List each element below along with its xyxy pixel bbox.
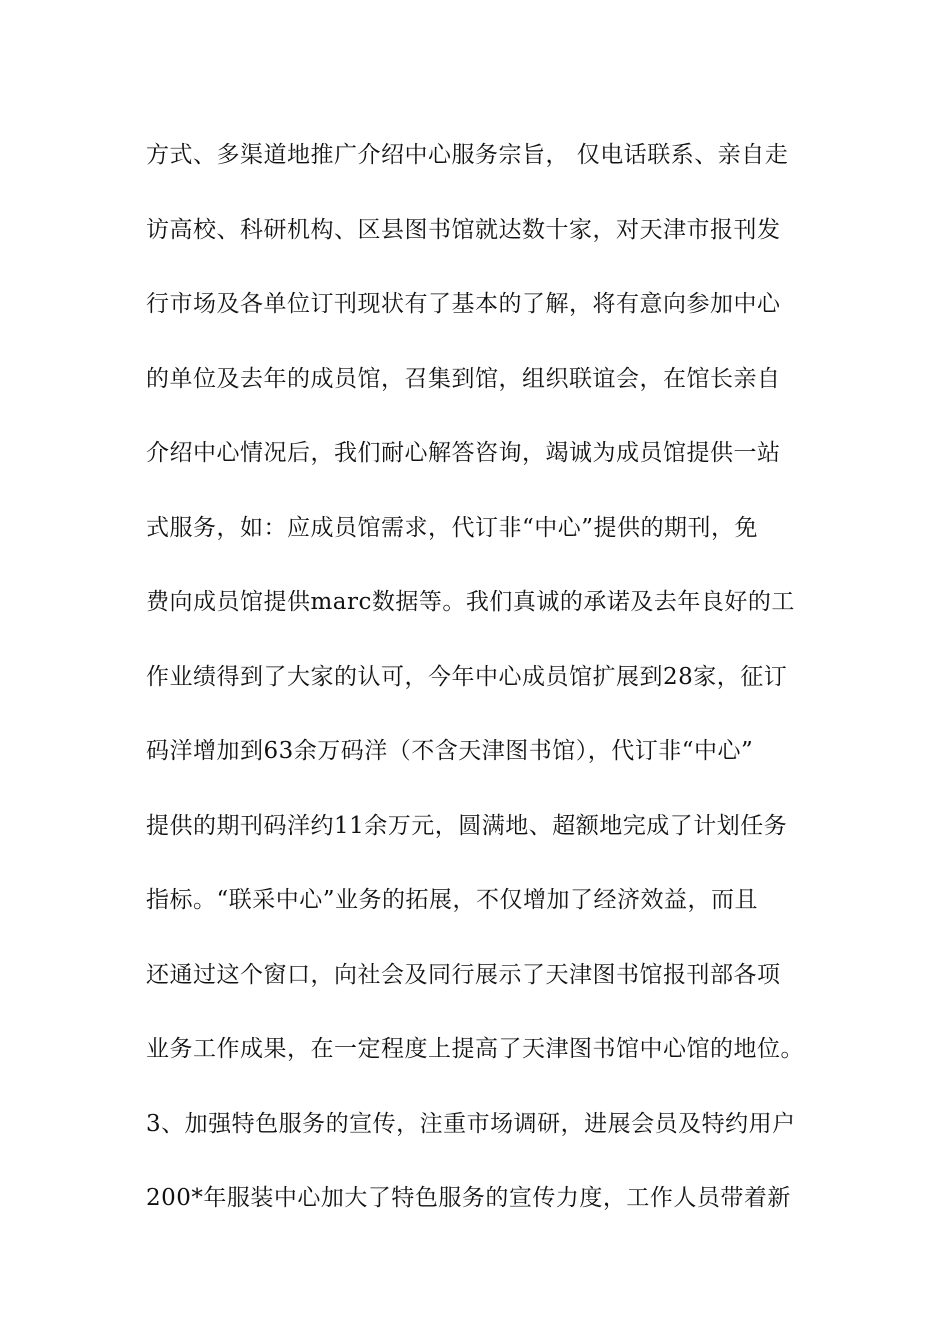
text-line-13: 业务工作成果，在一定程度上提高了天津图书馆中心馆的地位。 bbox=[146, 1036, 804, 1062]
text-line-1: 方式、多渠道地推广介绍中心服务宗旨， 仅电话联系、亲自走 bbox=[146, 142, 789, 168]
text-line-5: 介绍中心情况后，我们耐心解答咨询，竭诚为成员馆提供一站 bbox=[146, 440, 781, 466]
text-line-6: 式服务，如：应成员馆需求，代订非“中心”提供的期刊，免 bbox=[146, 514, 759, 541]
text-line-3: 行市场及各单位订刊现状有了基本的了解，将有意向参加中心 bbox=[146, 291, 781, 317]
text-line-15: 200*年服装中心加大了特色服务的宣传力度，工作人员带着新 bbox=[146, 1185, 791, 1211]
text-line-14: 3、加强特色服务的宣传，注重市场调研，进展会员及特约用户 bbox=[146, 1110, 796, 1137]
body-text bbox=[146, 131, 816, 1249]
text-line-12: 还通过这个窗口，向社会及同行展示了天津图书馆报刊部各项 bbox=[146, 961, 781, 988]
text-line-9: 码洋增加到63余万码洋（不含天津图书馆），代订非“中心” bbox=[146, 738, 754, 764]
text-line-11: 指标。“联采中心”业务的拓展，不仅增加了经济效益，而且 bbox=[146, 887, 759, 913]
text-line-7: 费向成员馆提供marc数据等。我们真诚的承诺及去年良好的工 bbox=[146, 589, 795, 615]
text-line-4: 的单位及去年的成员馆，召集到馆，组织联谊会，在馆长亲自 bbox=[146, 365, 781, 392]
text-line-2: 访高校、科研机构、区县图书馆就达数十家，对天津市报刊发 bbox=[146, 216, 781, 243]
text-line-8: 作业绩得到了大家的认可，今年中心成员馆扩展到28家，征订 bbox=[146, 663, 788, 690]
text-line-10: 提供的期刊码洋约11余万元，圆满地、超额地完成了计划任务 bbox=[146, 812, 788, 839]
